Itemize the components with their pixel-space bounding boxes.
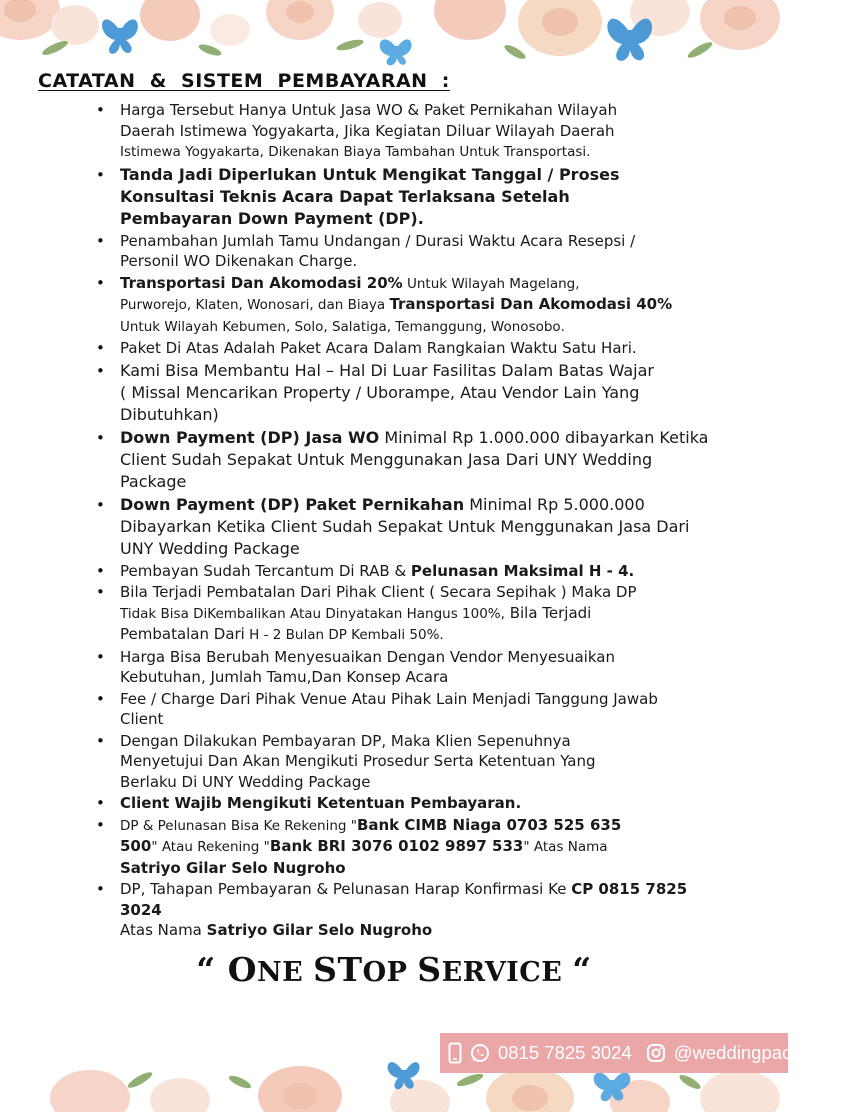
list-item: • DP & Pelunasan Bisa Ke Rekening "Bank CIMB Niaga 0703 525 635 500" Atau Rekening "Bank BRI 3076 0102 9897 533" Atas Nama Satriyo Gilar Selo Nugroho (120, 815, 740, 879)
page-title: CATATAN & SISTEM PEMBAYARAN : (38, 70, 450, 92)
list-item: • Paket Di Atas Adalah Paket Acara Dalam Rangkaian Waktu Satu Hari. (120, 338, 740, 359)
list-item: • Down Payment (DP) Paket Pernikahan Minimal Rp 5.000.000 Dibayarkan Ketika Client Sudah Sepakat Untuk Menggunakan Jasa Dari UNY Wedding Package (120, 494, 740, 560)
list-item: • Tanda Jadi Diperlukan Untuk Mengikat Tanggal / Proses Konsultasi Teknis Acara Dapat Terlaksana Setelah Pembayaran Down Payment (DP). (120, 164, 740, 230)
whatsapp-icon (470, 1043, 490, 1063)
list-item: • Fee / Charge Dari Pihak Venue Atau Pihak Lain Menjadi Tanggung Jawab Client (120, 689, 740, 730)
list-item: • Harga Tersebut Hanya Untuk Jasa WO & Paket Pernikahan Wilayah Daerah Istimewa Yogyakarta, Jika Kegiatan Diluar Wilayah Daerah Istimewa Yogyakarta, Dikenakan Biaya Tambahan Untuk Transportasi. (120, 100, 740, 163)
list-item: • DP, Tahapan Pembayaran & Pelunasan Harap Konfirmasi Ke CP 0815 7825 3024 Atas Nama Satriyo Gilar Selo Nugroho (120, 879, 740, 941)
contact-bar (440, 1033, 861, 1073)
list-item: • Bila Terjadi Pembatalan Dari Pihak Client ( Secara Sepihak ) Maka DP Tidak Bisa DiKembalikan Atau Dinyatakan Hangus 100%, Bila Terjadi Pembatalan Dari H - 2 Bulan DP Kembali 50%. (120, 582, 740, 646)
list-item: • Kami Bisa Membantu Hal – Hal Di Luar Fasilitas Dalam Batas Wajar ( Missal Mencarikan Property / Uborampe, Atau Vendor Lain Yang Dibutuhkan) (120, 360, 740, 426)
floral-border-top (0, 0, 788, 70)
instagram-icon (646, 1043, 666, 1063)
leaf-icon (41, 38, 715, 62)
list-item: • Harga Bisa Berubah Menyesuaikan Dengan Vendor Menyesuaikan Kebutuhan, Jumlah Tamu,Dan Konsep Acara (120, 647, 740, 688)
list-item: • Client Wajib Mengikuti Ketentuan Pembayaran. (120, 793, 740, 814)
list-item: • Penambahan Jumlah Tamu Undangan / Durasi Waktu Acara Resepsi / Personil WO Dikenakan Charge. (120, 231, 740, 272)
list-item: • Transportasi Dan Akomodasi 20% Untuk Wilayah Magelang, Purworejo, Klaten, Wonosari, dan Biaya Transportasi Dan Akomodasi 40% Untuk Wilayah Kebumen, Solo, Salatiga, Temanggung, Wonosobo. (120, 273, 740, 338)
instagram-handle: @weddingpackageuny (673, 1042, 861, 1063)
tagline: “ ONE STOP SERVICE “ (196, 950, 592, 989)
payment-terms-list (120, 100, 740, 942)
rose-icon (0, 0, 788, 70)
phone-icon (448, 1042, 462, 1064)
list-item: • Pembayan Sudah Tercantum Di RAB & Pelunasan Maksimal H - 4. (120, 561, 740, 582)
list-item: • Dengan Dilakukan Pembayaran DP, Maka Klien Sepenuhnya Menyetujui Dan Akan Mengikuti Prosedur Serta Ketentuan Yang Berlaku Di UNY Wedding Package (120, 731, 740, 793)
phone-number: 0815 7825 3024 (498, 1042, 632, 1063)
list-item: • Down Payment (DP) Jasa WO Minimal Rp 1.000.000 dibayarkan Ketika Client Sudah Sepakat Untuk Menggunakan Jasa Dari UNY Wedding Package (120, 427, 740, 493)
